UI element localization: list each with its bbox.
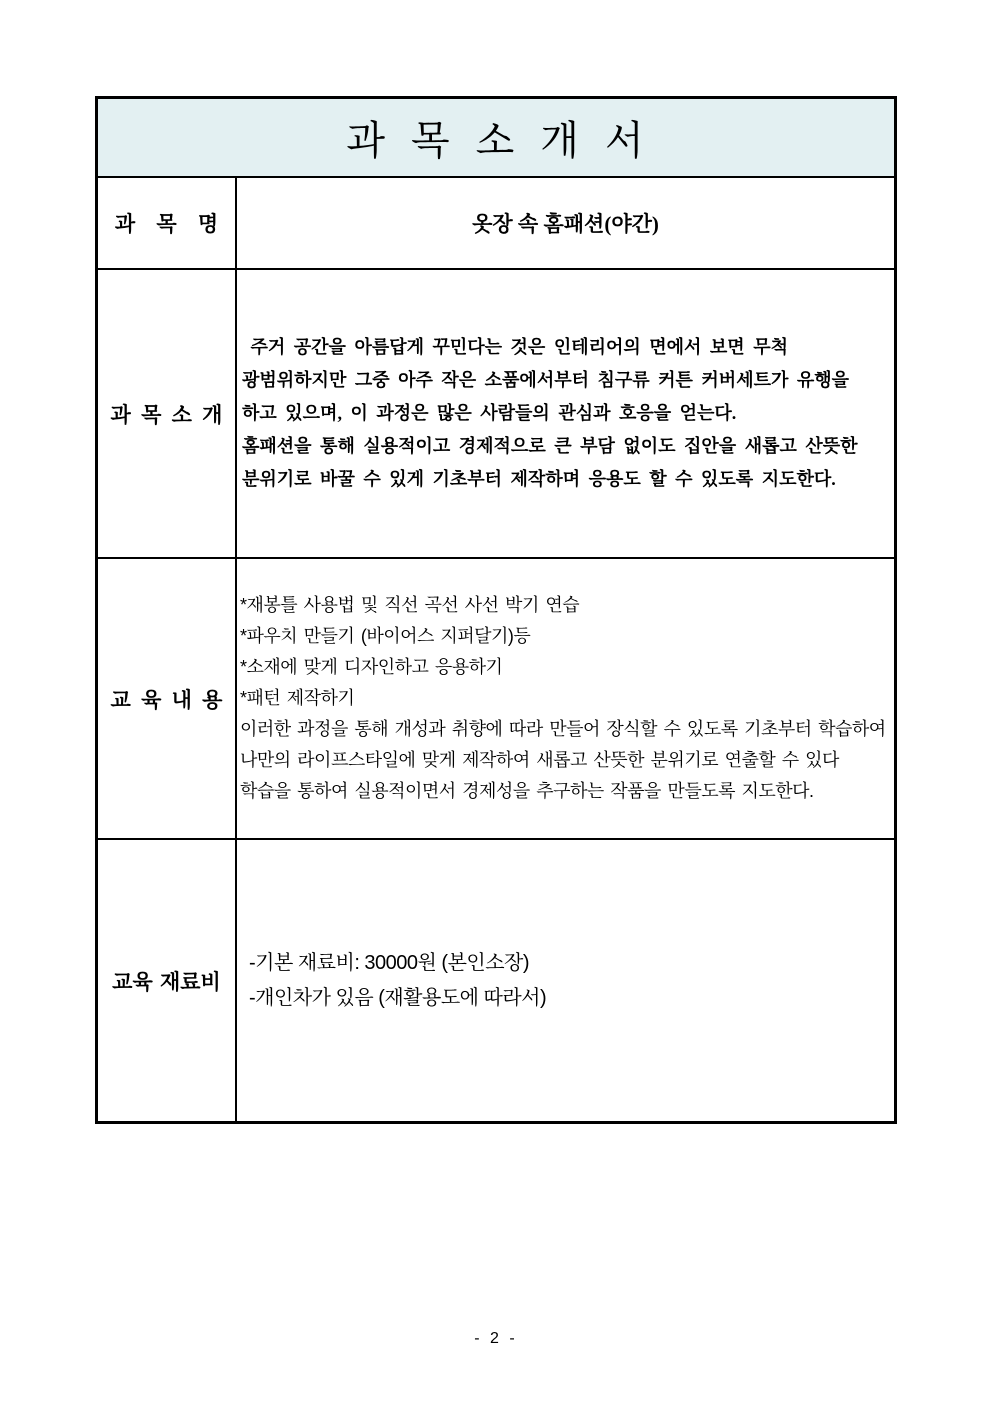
page-title: 과 목 소 개 서 xyxy=(346,118,646,163)
material-fee-line: -개인차가 있음 (재활용도에 따라서) xyxy=(249,986,547,1009)
material-fee-text-cell xyxy=(237,840,894,1121)
education-content-line: 이러한 과정을 통해 개성과 취향에 따라 만들어 장식할 수 있도록 기초부터 학습하여 xyxy=(240,719,886,739)
education-content-line: 학습을 통하여 실용적이면서 경제성을 추구하는 작품을 만들도록 지도한다. xyxy=(240,781,814,801)
table-row-material-fee xyxy=(98,840,894,1121)
material-fee-line: -기본 재료비: 30000원 (본인소장) xyxy=(249,951,530,974)
education-content-line: *재봉틀 사용법 및 직선 곡선 사선 박기 연습 xyxy=(240,595,580,615)
education-content-line: *소재에 맞게 디자인하고 응용하기 xyxy=(240,657,503,677)
page-number: - 2 - xyxy=(474,1330,518,1347)
course-intro-line: 주거 공간을 아름답게 꾸민다는 것은 인테리어의 면에서 보면 무척 xyxy=(242,337,788,357)
course-intro-text-cell xyxy=(237,270,894,557)
course-name-label: 과 목 명 xyxy=(114,212,219,236)
table-row-education-content xyxy=(98,559,894,840)
course-intro-label: 과 목 소 개 xyxy=(110,402,223,427)
education-content-text-cell xyxy=(237,559,894,838)
course-intro-line: 홈패션을 통해 실용적이고 경제적으로 큰 부담 없이도 집안을 새롭고 산뜻한 xyxy=(242,436,858,456)
table-row-course-name xyxy=(98,178,894,270)
education-content-line: *패턴 제작하기 xyxy=(240,688,355,708)
material-fee-label-cell xyxy=(98,840,237,1121)
education-content-line: 나만의 라이프스타일에 맞게 제작하여 새롭고 산뜻한 분위기로 연출할 수 있다 xyxy=(240,750,839,770)
course-intro-line: 하고 있으며, 이 과정은 많은 사람들의 관심과 호응을 얻는다. xyxy=(242,403,737,423)
course-intro-line: 분위기로 바꿀 수 있게 기초부터 제작하며 응용도 할 수 있도록 지도한다. xyxy=(242,469,836,489)
course-intro-line: 광범위하지만 그중 아주 작은 소품에서부터 침구류 커튼 커버세트가 유행을 xyxy=(242,370,850,390)
education-content-line: *파우치 만들기 (바이어스 지퍼달기)등 xyxy=(240,626,531,646)
education-content-label-cell xyxy=(98,559,237,838)
material-fee-label: 교육 재료비 xyxy=(112,969,221,994)
table-row-course-intro xyxy=(98,270,894,559)
course-intro-label-cell xyxy=(98,270,237,557)
course-introduction-table xyxy=(95,96,897,1124)
course-name-value-cell xyxy=(237,178,894,268)
course-name-value: 옷장 속 홈패션(야간) xyxy=(472,212,659,236)
table-title-row xyxy=(98,99,894,178)
course-name-label-cell xyxy=(98,178,237,268)
education-content-label: 교 육 내 용 xyxy=(110,687,223,712)
